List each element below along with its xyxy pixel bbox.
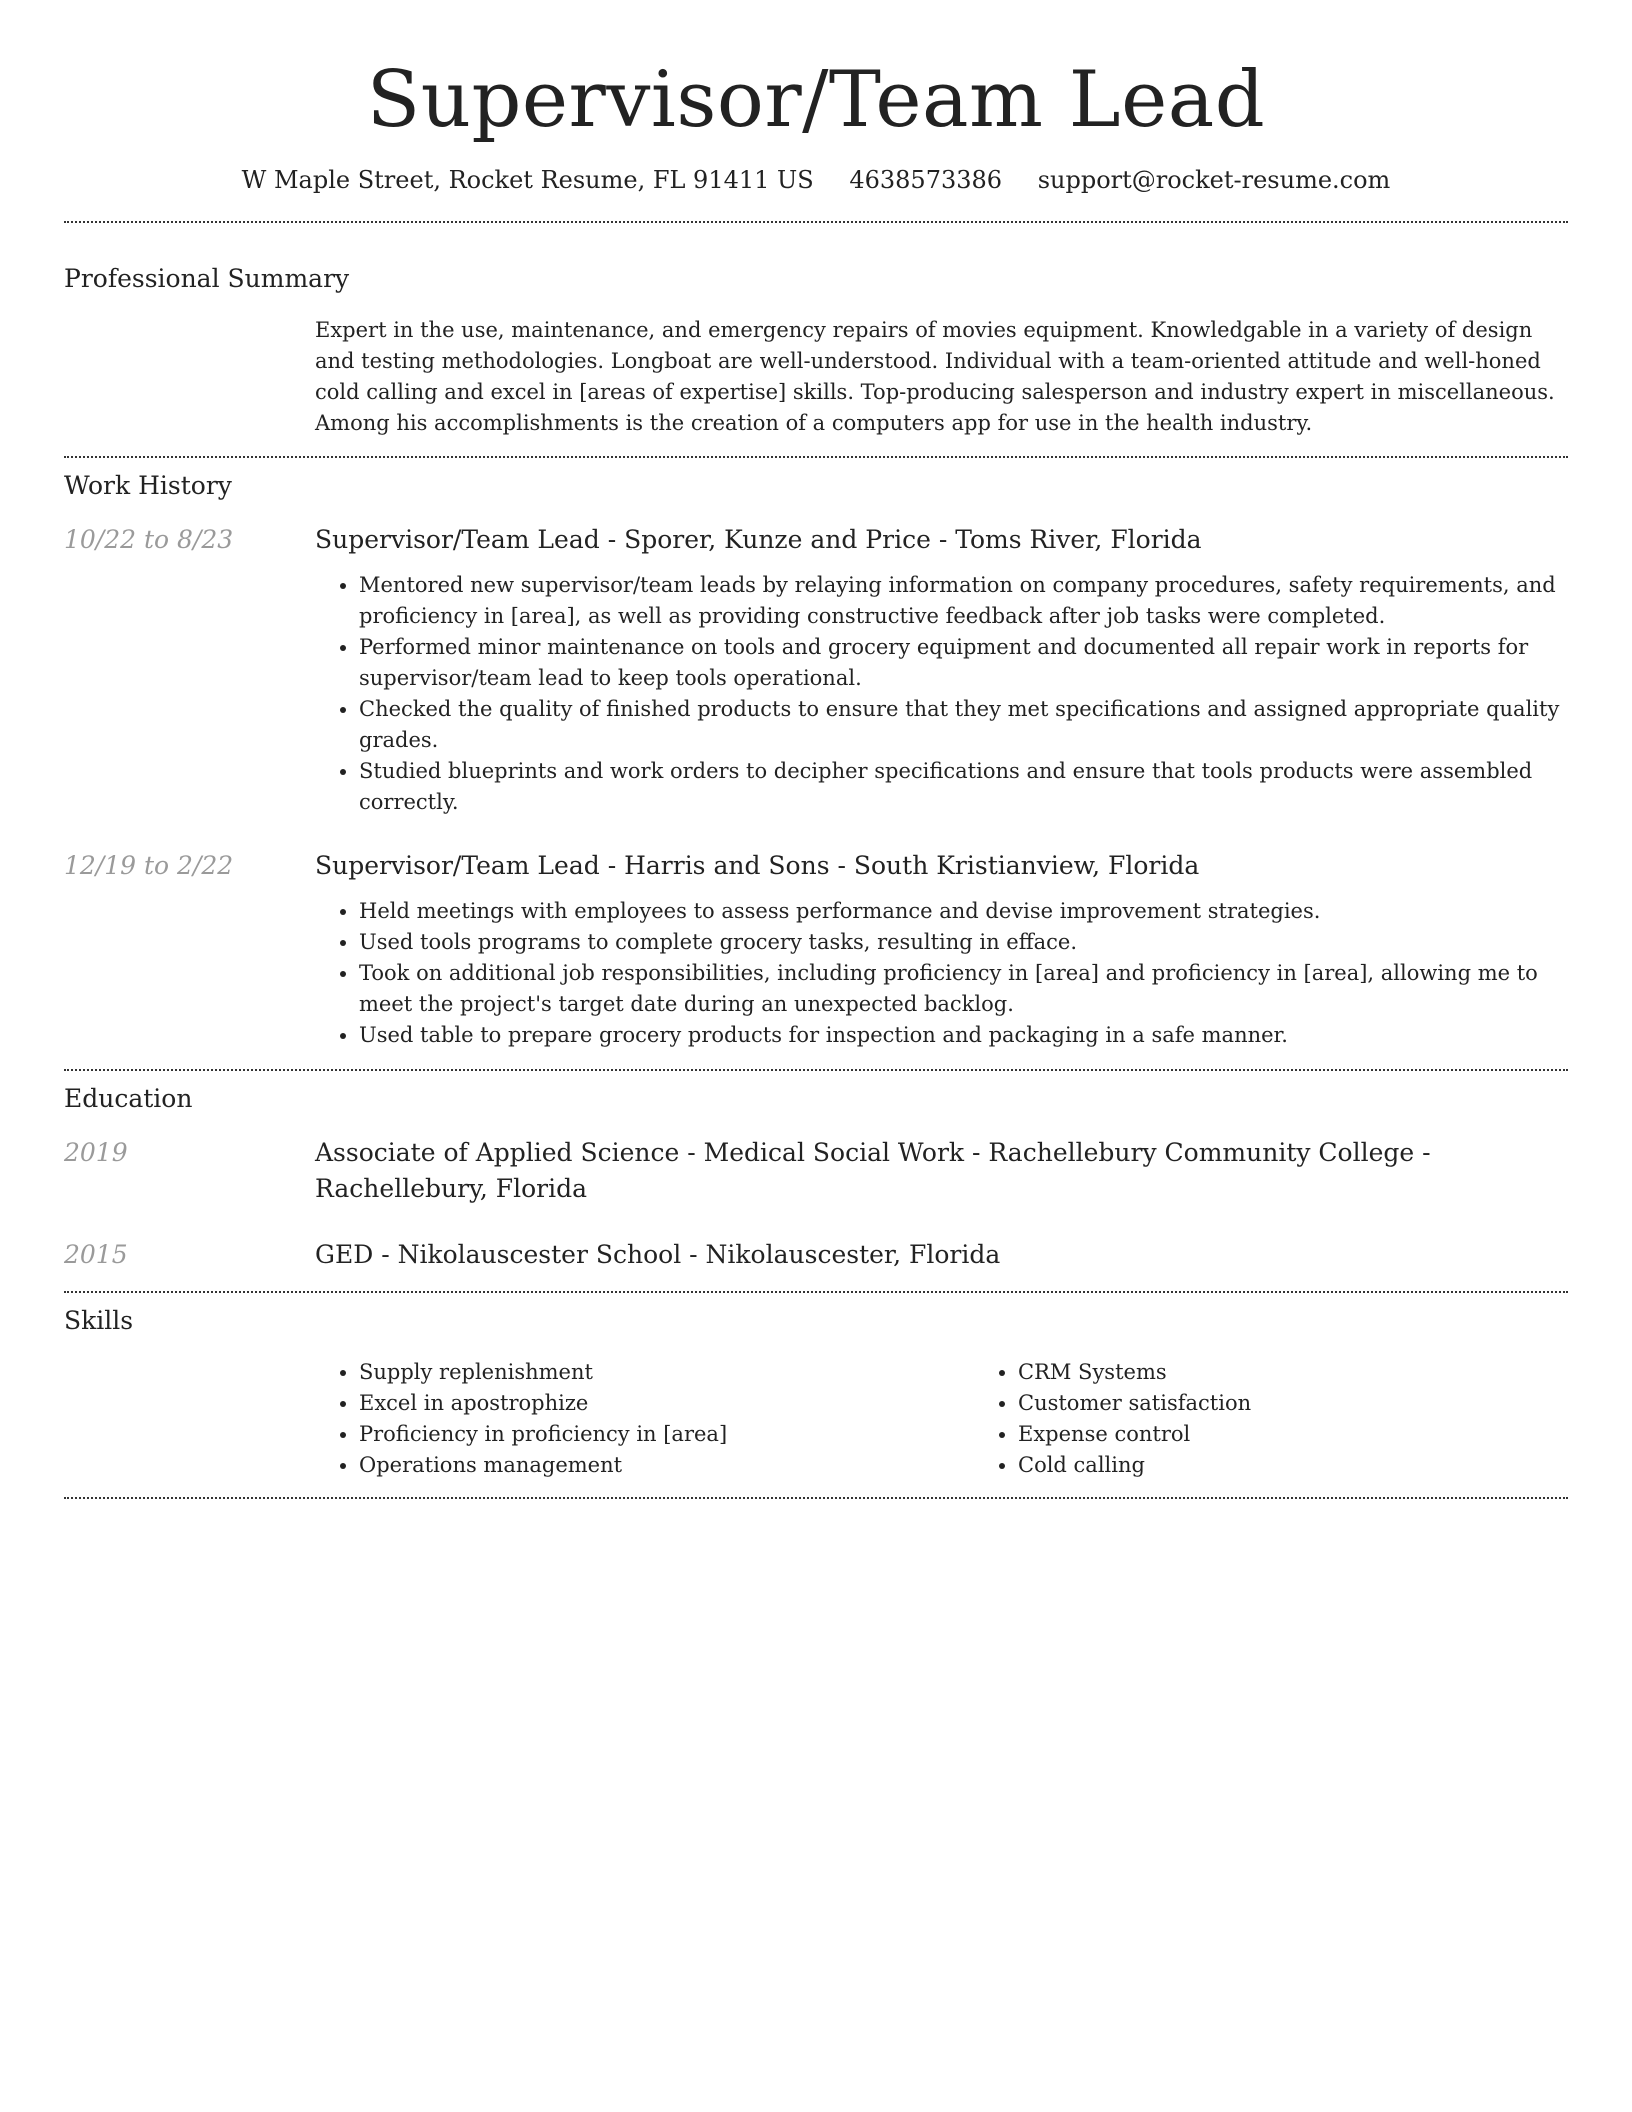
job-entry [64, 522, 1568, 818]
contact-phone: 4638573386 [849, 166, 1003, 194]
section-divider [64, 1069, 1568, 1071]
job-heading: Supervisor/Team Lead - Sporer, Kunze and Price - Toms River, Florida [315, 525, 1202, 554]
job-bullets [315, 896, 1568, 1051]
section-divider [64, 456, 1568, 458]
skills-columns [315, 1357, 1632, 1481]
job-heading: Supervisor/Team Lead - Harris and Sons - South Kristianview, Florida [315, 851, 1200, 880]
education-year: 2019 [64, 1138, 128, 1167]
contact-email: support@rocket-resume.com [1037, 166, 1391, 194]
section-title-work-history: Work History [64, 471, 232, 500]
job-entry [64, 848, 1568, 1051]
skill-item: • Proficiency in proficiency in [area] [359, 1419, 974, 1450]
job-dates: 12/19 to 2/22 [64, 851, 234, 880]
skills-list-2 [974, 1357, 1632, 1481]
section-title-summary: Professional Summary [64, 264, 350, 293]
job-bullet: • Performed minor maintenance on tools and grocery equipment and documented all repair work in reports for supervisor/team lead to keep tools operational. [359, 632, 1568, 694]
education-heading: Associate of Applied Science - Medical Social Work - Rachellebury Community College - Rachellebury, Florida [315, 1138, 1431, 1203]
section-title-education: Education [64, 1084, 193, 1113]
section-divider [64, 1497, 1568, 1499]
skill-item: • CRM Systems [1018, 1357, 1632, 1388]
skill-item: • Customer satisfaction [1018, 1388, 1632, 1419]
job-bullet: • Checked the quality of finished products to ensure that they met specifications and assigned appropriate quality grades. [359, 694, 1568, 756]
contact-address: W Maple Street, Rocket Resume, FL 91411 US [241, 166, 814, 194]
summary-left-spacer [64, 315, 315, 439]
skill-item: • Expense control [1018, 1419, 1632, 1450]
education-year: 2015 [64, 1240, 128, 1269]
job-bullets [315, 570, 1568, 818]
job-bullet: • Held meetings with employees to assess performance and devise improvement strategies. [359, 896, 1568, 927]
job-bullet: • Studied blueprints and work orders to decipher specifications and ensure that tools products were assembled correctly. [359, 756, 1568, 818]
education-entry [64, 1237, 1568, 1273]
job-bullet: • Mentored new supervisor/team leads by relaying information on company procedures, safety requirements, and proficiency in [area], as well as providing constructive feedback after job tasks were completed. [359, 570, 1568, 632]
job-bullet: • Used tools programs to complete grocery tasks, resulting in efface. [359, 927, 1568, 958]
skill-item: • Cold calling [1018, 1450, 1632, 1481]
skill-item: • Operations management [359, 1450, 974, 1481]
skills-left-spacer [64, 1357, 315, 1481]
section-divider [64, 221, 1568, 223]
education-heading: GED - Nikolauscester School - Nikolauscester, Florida [315, 1240, 1001, 1269]
contact-line [64, 164, 1568, 196]
summary-row [64, 315, 1568, 439]
skill-item: • Supply replenishment [359, 1357, 974, 1388]
skills-row [64, 1357, 1568, 1481]
education-entry [64, 1135, 1568, 1207]
summary-text: Expert in the use, maintenance, and emergency repairs of movies equipment. Knowledgable in a variety of design and testing methodologies. Longboat are well-understood. Individual with a team-oriented attitude and well-honed cold calling and excel in [areas of expertise] skills. Top-producing salesperson and industry expert in miscellaneous. Among his accomplishments is the creation of a computers app for use in the health industry. [315, 318, 1555, 435]
section-title-skills: Skills [64, 1306, 134, 1335]
skills-list-1 [315, 1357, 974, 1481]
job-dates: 10/22 to 8/23 [64, 525, 234, 554]
job-bullet: • Used table to prepare grocery products for inspection and packaging in a safe manner. [359, 1020, 1568, 1051]
resume-name: Supervisor/Team Lead [366, 55, 1266, 145]
section-divider [64, 1291, 1568, 1293]
job-bullet: • Took on additional job responsibilities, including proficiency in [area] and proficiency in [area], allowing me to meet the project's target date during an unexpected backlog. [359, 958, 1568, 1020]
skill-item: • Excel in apostrophize [359, 1388, 974, 1419]
